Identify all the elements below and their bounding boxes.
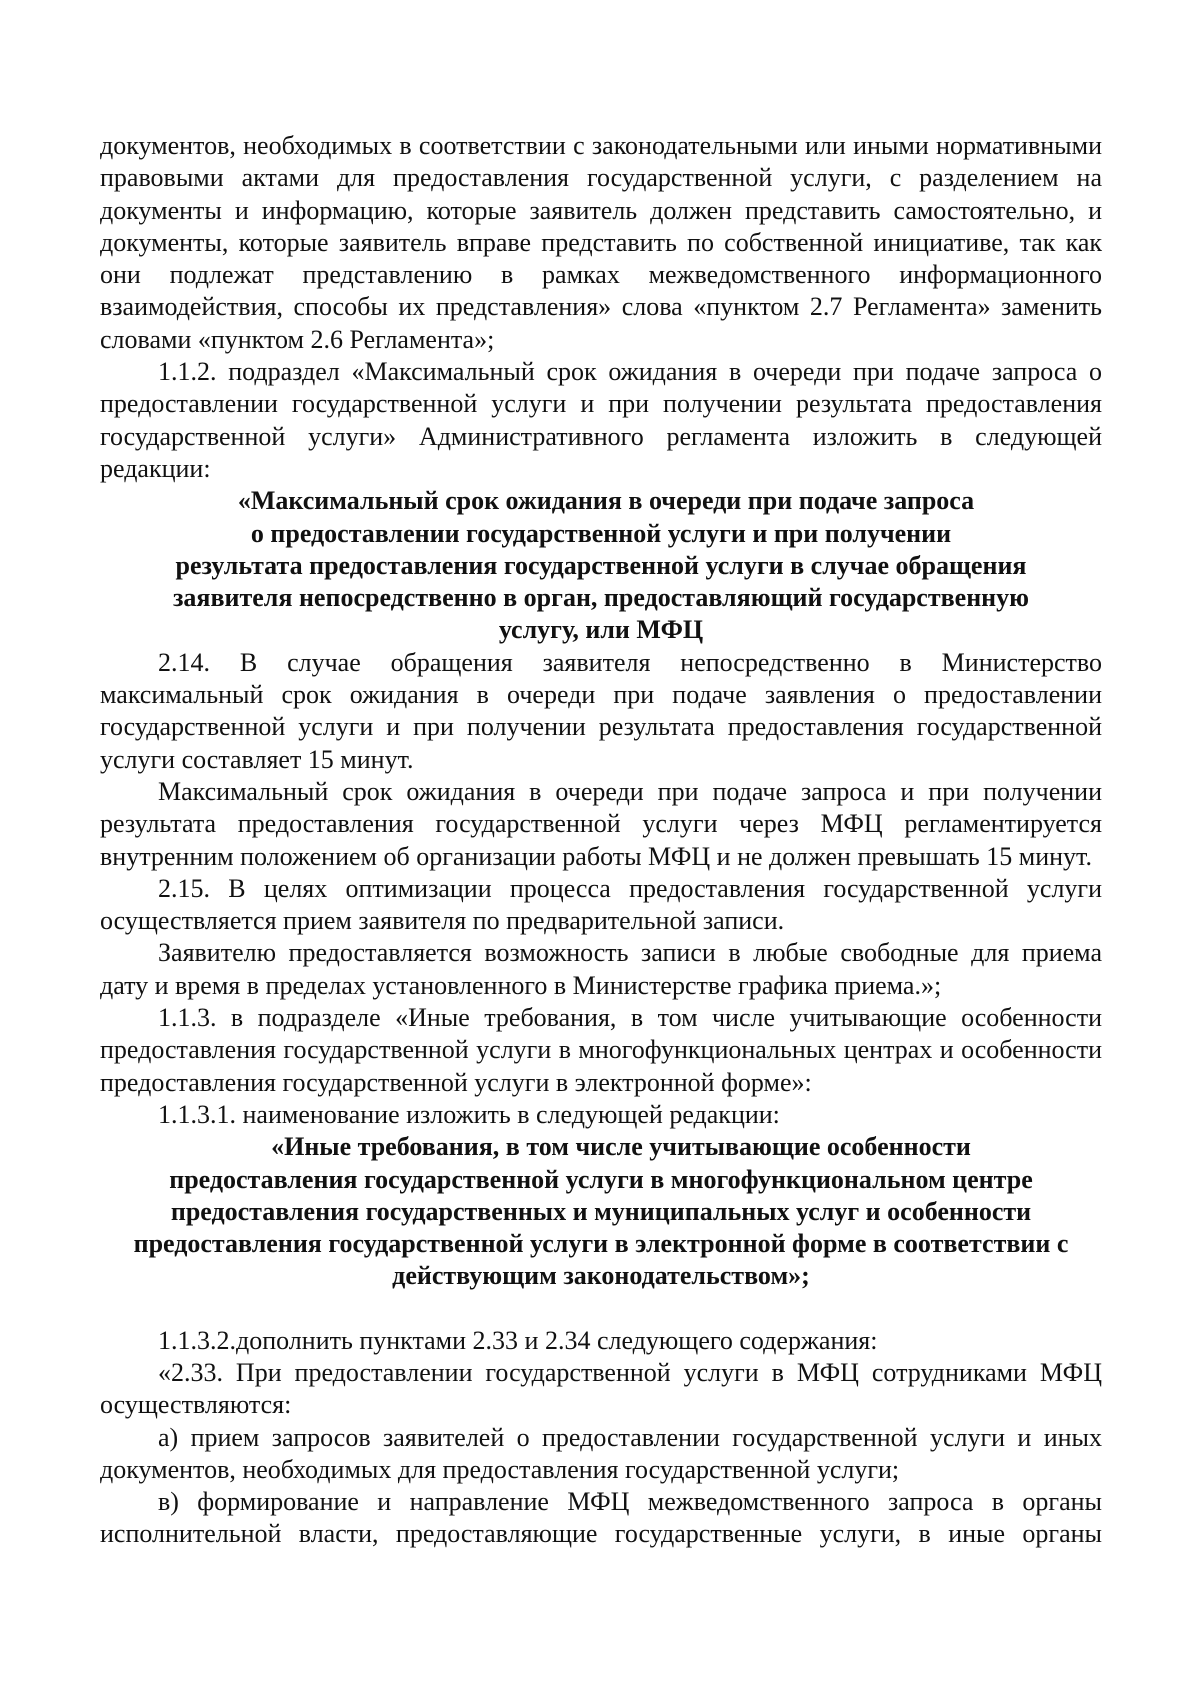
heading-line: услугу, или МФЦ: [498, 615, 704, 645]
paragraph-1-1-2: 1.1.2. подраздел «Максимальный срок ожидания в очереди при подаче запроса о предоставлении государственной услуги и при получении результата предоставления государственной услуги» Административного регламента изложить в следующей редакции:: [100, 357, 1102, 483]
paragraph-2-14: 2.14. В случае обращения заявителя непосредственно в Министерство максимальный срок ожидания в очереди при подаче заявления о предоставлении государственной услуги и при получении результата предоставления государственной услуги составляет 15 минут.: [100, 647, 1102, 774]
heading-line: результата предоставления государственной услуги в случае обращения: [175, 550, 1027, 580]
heading-line: «Иные требования, в том числе учитывающие особенности: [271, 1132, 971, 1162]
paragraph-2-15: 2.15. В целях оптимизации процесса предоставления государственной услуги осуществляется прием заявителя по предварительной записи.: [100, 873, 1102, 936]
heading-line: действующим законодательством»;: [392, 1261, 810, 1291]
paragraph-appointment: Заявителю предоставляется возможность записи в любые свободные для приема дату и время в пределах установленного в Министерстве графика приема.»;: [100, 938, 1102, 1000]
paragraph-1-1-3-1: 1.1.3.1. наименование изложить в следующей редакции:: [158, 1099, 780, 1129]
blank-line: [100, 1293, 1102, 1325]
paragraph-item-v: в) формирование и направление МФЦ межведомственного запроса в органы исполнительной власти, предоставляющие государственные услуги, в иные органы: [100, 1487, 1102, 1549]
heading-line: предоставления государственной услуги в электронной форме в соответствии с: [133, 1229, 1069, 1259]
heading-line: «Максимальный срок ожидания в очереди при подаче запроса: [237, 486, 975, 516]
paragraph-1-1-3: 1.1.3. в подразделе «Иные требования, в том числе учитывающие особенности предоставления государственной услуги в многофункциональных центрах и особенности предоставления государственной услуги в электронной форме»:: [100, 1003, 1102, 1097]
heading-line: предоставления государственной услуги в многофункциональном центре: [169, 1164, 1033, 1194]
paragraph-2-33: «2.33. При предоставлении государственной услуги в МФЦ сотрудниками МФЦ осуществляются:: [100, 1357, 1102, 1420]
document-page: [100, 130, 1102, 1551]
heading-line: заявителя непосредственно в орган, предоставляющий государственную: [172, 583, 1030, 613]
heading-line: предоставления государственных и муниципальных услуг и особенности: [170, 1196, 1032, 1226]
paragraph-intro: документов, необходимых в соответствии с законодательными или иными нормативными правовыми актами для предоставления государственной услуги, с разделением на документы и информацию, которые заявитель должен представить самостоятельно, и документы, которые заявитель вправе представить по собственной инициативе, так как они подлежат представлению в рамках межведомственного информационного взаимодействия, способы их представления» слова «пунктом 2.7 Регламента» заменить словами «пунктом 2.6 Регламента»;: [100, 131, 1102, 354]
paragraph-1-1-3-2: 1.1.3.2.дополнить пунктами 2.33 и 2.34 следующего содержания:: [158, 1325, 878, 1355]
paragraph-mfc-waiting: Максимальный срок ожидания в очереди при подаче запроса и при получении результата предоставления государственной услуги через МФЦ регламентируется внутренним положением об организации работы МФЦ и не должен превышать 15 минут.: [100, 776, 1102, 871]
section-heading-waiting-time: [100, 485, 1102, 646]
heading-line: о предоставлении государственной услуги и при получении: [250, 518, 952, 548]
section-heading-other-requirements: [100, 1131, 1102, 1292]
paragraph-item-a: а) прием запросов заявителей о предоставлении государственной услуги и иных документов, необходимых для предоставления государственной услуги;: [100, 1422, 1102, 1484]
